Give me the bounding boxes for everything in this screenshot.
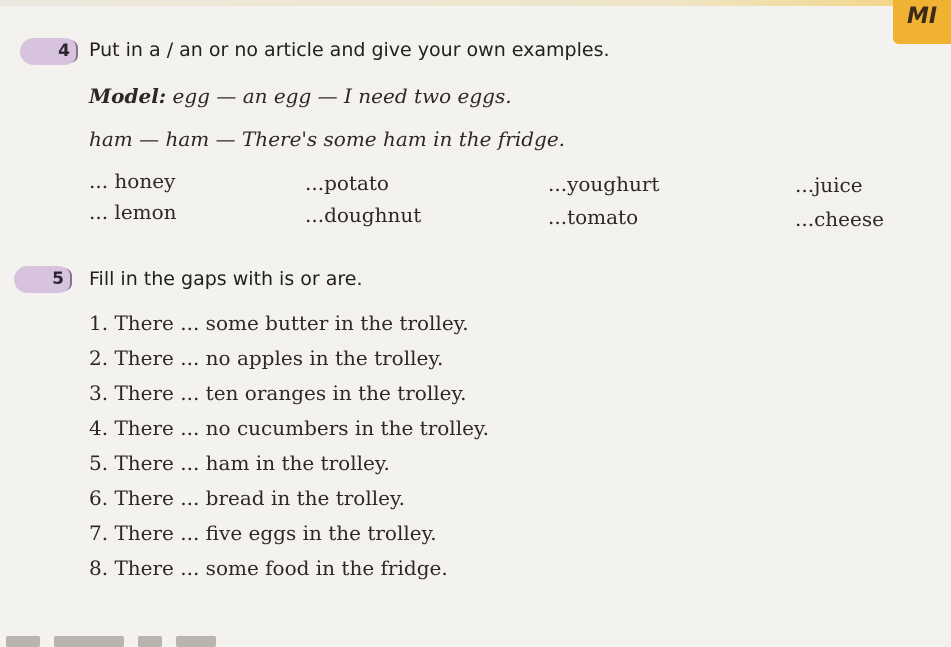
sentence-8: 8. There ... some food in the fridge. [89, 556, 448, 580]
exercise-4-number: 4 [58, 41, 70, 61]
exercise-5-number-badge [14, 266, 72, 293]
model-label: Model: [89, 84, 167, 108]
word-youghurt: ...youghurt [548, 172, 660, 196]
exercise-4-number-badge [20, 38, 78, 65]
ham-example-line: ham — ham — There's some ham in the fridge. [89, 127, 566, 151]
exercise-5-instruction: Fill in the gaps with is or are. [89, 268, 363, 290]
exercise-4-instruction: Put in a / an or no article and give your own examples. [89, 39, 610, 61]
sentence-3: 3. There ... ten oranges in the trolley. [89, 381, 467, 405]
word-tomato: ...tomato [548, 205, 639, 229]
sentence-1: 1. There ... some butter in the trolley. [89, 311, 469, 335]
sentence-7: 7. There ... five eggs in the trolley. [89, 521, 437, 545]
model-example-line [89, 83, 512, 109]
model-example-text: egg — an egg — I need two eggs. [172, 84, 512, 108]
sentence-6: 6. There ... bread in the trolley. [89, 486, 405, 510]
word-juice: ...juice [795, 173, 863, 197]
exercise-5-number: 5 [52, 269, 64, 289]
corner-tab-label: MI [907, 4, 938, 29]
sentence-5: 5. There ... ham in the trolley. [89, 451, 390, 475]
word-doughnut: ...doughnut [305, 203, 422, 227]
cut-off-next-line [6, 636, 306, 647]
word-honey: ... honey [89, 169, 176, 193]
word-lemon: ... lemon [89, 200, 177, 224]
corner-section-tab [893, 0, 951, 44]
word-cheese: ...cheese [795, 207, 884, 231]
sentence-4: 4. There ... no cucumbers in the trolley. [89, 416, 489, 440]
top-border-strip [0, 0, 951, 6]
sentence-2: 2. There ... no apples in the trolley. [89, 346, 444, 370]
word-potato: ...potato [305, 171, 389, 195]
